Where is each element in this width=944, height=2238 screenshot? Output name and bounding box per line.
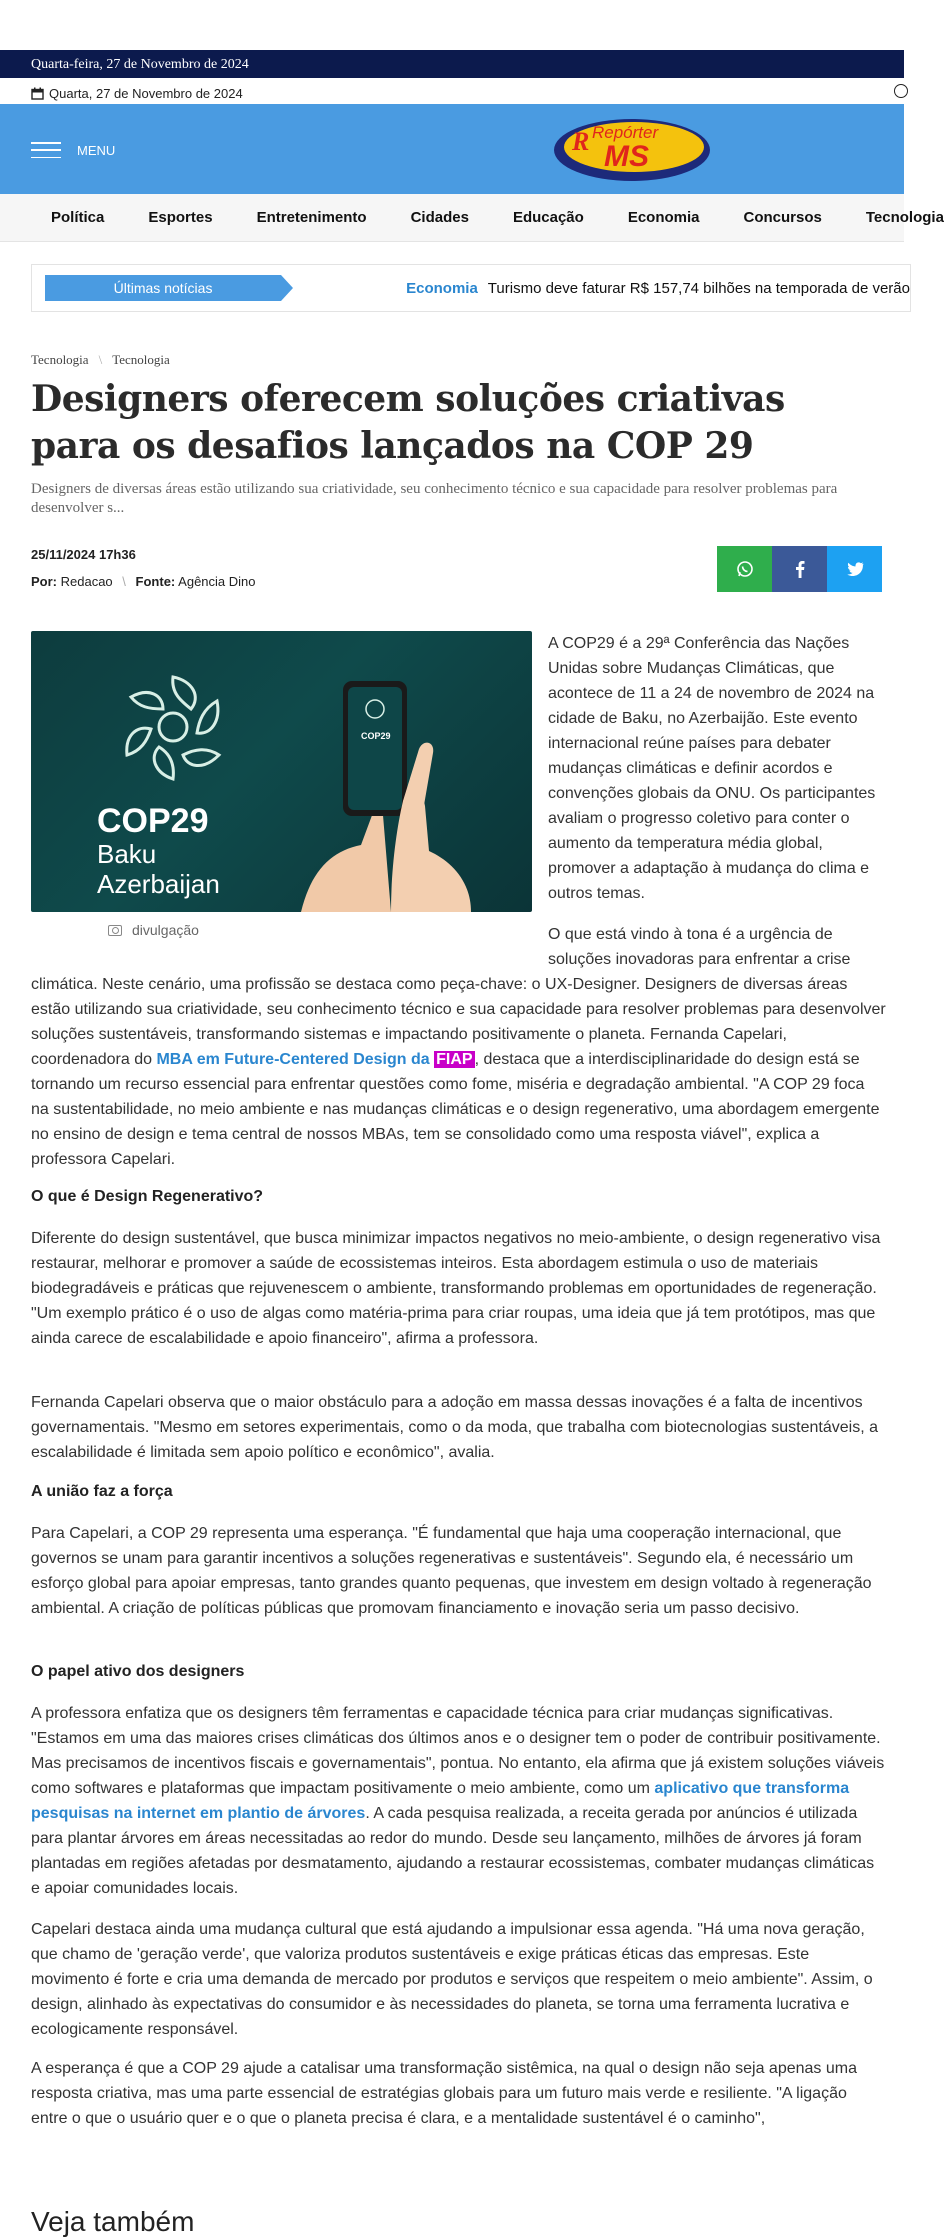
hamburger-icon bbox=[31, 142, 61, 158]
ticker-headline[interactable]: Turismo deve faturar R$ 157,74 bilhões na temporada de verão bbox=[487, 279, 910, 297]
smartphone-illustration bbox=[301, 681, 471, 912]
news-ticker bbox=[31, 264, 911, 312]
svg-text:R: R bbox=[572, 127, 590, 156]
paragraph-text: , destaca que a interdisciplinaridade do design está se tornando um recurso essencial para enfrentar questões como fome, miséria e degradação ambiental. "A COP 29 foca na sustentabilidade, no meio ambiente e nas mudanças climáticas e o design regenerativo, uma abordagem emergente no ensino de design e tema central de nossos MBAs, tem se consolidado como uma resposta viável", explica a professora Capelari. bbox=[31, 1051, 880, 1168]
paragraph-text: A professora enfatiza que os designers têm ferramentas e capacidade técnica para criar mudanças significativas. "Estamos em uma das maiores crises climáticas dos últimos anos e o designer tem o poder de contribuir positivamente. Mas precisamos de incentivos fiscais e governamentais", pontua. No entanto, ela afirma que já existem soluções viáveis como softwares e plataformas que impactam positivamente o meio ambiente, como um bbox=[31, 1705, 885, 1797]
article-paragraph-7: Capelari destaca ainda uma mudança cultural que está ajudando a impulsionar essa agenda. "Há uma nova geração, que chamo de 'geração verde', que valoriza produtos sustentáveis e exige práticas éticas das empresas. Este movimento é forte e cria uma demanda de mercado por produtos e serviços que respeitem o meio ambiente". Assim, o design, alinhado às expectativas do consumidor e às necessidades do planeta, se torna uma ferramenta lucrativa e ecologicamente responsável. bbox=[31, 1921, 873, 2038]
share-twitter-button[interactable] bbox=[827, 546, 882, 592]
article-hero-image bbox=[31, 631, 532, 912]
fiap-highlight[interactable]: FIAP bbox=[436, 1051, 473, 1068]
author-name: Redacao bbox=[60, 574, 113, 589]
nav-item-esportes[interactable]: Esportes bbox=[148, 209, 213, 226]
breadcrumb bbox=[31, 352, 170, 368]
share-whatsapp-button[interactable] bbox=[717, 546, 772, 592]
breadcrumb-item[interactable]: Tecnologia bbox=[31, 352, 89, 367]
hero-text-baku: Baku bbox=[97, 839, 157, 869]
nav-item-tecnologia[interactable]: Tecnologia bbox=[865, 209, 944, 226]
nav-item-concursos[interactable]: Concursos bbox=[743, 209, 822, 226]
twitter-icon bbox=[846, 562, 864, 577]
short-date: Quarta, 27 de Novembro de 2024 bbox=[49, 86, 243, 101]
hero-text-azerbaijan: Azerbaijan bbox=[97, 869, 220, 899]
cop29-emblem bbox=[127, 677, 219, 779]
facebook-icon bbox=[795, 560, 805, 578]
date-bar bbox=[0, 78, 904, 104]
article-paragraph-2 bbox=[31, 972, 886, 1172]
tree-app-link[interactable]: aplicativo que transforma pesquisas na internet em plantio de árvores bbox=[31, 1780, 850, 1822]
byline-separator: \ bbox=[122, 574, 126, 589]
article-paragraph-2-intro: O que está vindo à tona é a urgência de soluções inovadoras para enfrentar a crise bbox=[548, 926, 851, 968]
breadcrumb-separator: \ bbox=[98, 352, 103, 367]
article-paragraph-5: Para Capelari, a COP 29 representa uma esperança. "É fundamental que haja uma cooperação internacional, que governos se unam para garantir incentivos a soluções regenerativas e sustentáveis". Segundo ela, é necessário um esforço global para apoiar empresas, tanto grandes quanto pequenas, que investem em design voltado à regeneração ambiental. A criação de políticas públicas que promovam financiamento e inovação seria um passo decisivo. bbox=[31, 1525, 872, 1617]
article-paragraph-1: A COP29 é a 29ª Conferência das Nações Unidas sobre Mudanças Climáticas, que acontece de 11 a 24 de novembro de 2024 na cidade de Baku, no Azerbaijão. Este evento internacional reúne países para debater mudanças climáticas e definir acordos e convenções globais da ONU. Os participantes avaliam o progresso coletivo para conter o aumento da temperatura média global, promover a adaptação à mudança do clima e outros temas. bbox=[548, 635, 876, 902]
mba-link[interactable]: MBA em Future-Centered Design da bbox=[156, 1051, 430, 1068]
article-paragraph-8: A esperança é que a COP 29 ajude a catalisar uma transformação sistêmica, na qual o design não seja apenas uma resposta criativa, mas uma parte essencial de estratégias globais para um futuro mais verde e resiliente. "A ligação entre o que o usuário quer e o que o planeta precisa é clara, e a mentalidade sustentável é o caminho", bbox=[31, 2060, 857, 2127]
site-header bbox=[0, 104, 904, 194]
ticker-category[interactable]: Economia bbox=[406, 279, 478, 297]
image-caption-text: divulgação bbox=[132, 922, 199, 938]
source-name: Agência Dino bbox=[178, 574, 256, 589]
paragraph-text: climática. Neste cenário, uma profissão se destaca como peça-chave: o UX-Designer. Designers de diversas áreas estão utilizando sua criatividade, seu conhecimento técnico e sua capacidade para resolver problemas para desenvolver soluções sustentáveis, transformando sistemas e impactando positivamente o planeta. Fernanda Capelari, coordenadora do bbox=[31, 976, 886, 1068]
logo-wordmark-bottom: MS bbox=[604, 140, 649, 173]
menu-label: MENU bbox=[77, 142, 116, 158]
share-facebook-button[interactable] bbox=[772, 546, 827, 592]
nav-item-politica[interactable]: Política bbox=[51, 209, 105, 226]
nav-item-entretenimento[interactable]: Entretenimento bbox=[256, 209, 367, 226]
site-logo[interactable] bbox=[552, 112, 712, 184]
long-date: Quarta-feira, 27 de Novembro de 2024 bbox=[31, 57, 249, 72]
breadcrumb-item[interactable]: Tecnologia bbox=[112, 352, 170, 367]
nav-item-cidades[interactable]: Cidades bbox=[410, 209, 469, 226]
camera-icon bbox=[108, 925, 122, 936]
main-nav bbox=[0, 194, 944, 242]
phone-text-cop29: COP29 bbox=[361, 731, 391, 741]
article-byline bbox=[31, 574, 256, 589]
share-buttons bbox=[717, 546, 882, 592]
article-paragraph-4: Fernanda Capelari observa que o maior obstáculo para a adoção em massa dessas inovações é a falta de incentivos governamentais. "Mesmo em setores experimentais, como o da moda, que trabalha com biotecnologias sustentáveis, a escalabilidade é limitada sem apoio político e econômico", avalia. bbox=[31, 1394, 879, 1461]
nav-item-economia[interactable]: Economia bbox=[627, 209, 700, 226]
image-caption bbox=[108, 922, 199, 938]
article-subtitle: Designers de diversas áreas estão utilizando sua criatividade, seu conhecimento técnico e sua capacidade para resolver problemas para desenvolver s... bbox=[31, 481, 838, 516]
top-date-bar bbox=[0, 50, 904, 78]
section-heading-design-regenerativo: O que é Design Regenerativo? bbox=[31, 1188, 264, 1205]
section-heading-uniao: A união faz a força bbox=[31, 1483, 173, 1500]
logo-wordmark-top: Repórter bbox=[592, 123, 659, 142]
article-paragraph-3: Diferente do design sustentável, que busca minimizar impactos negativos no meio-ambiente, o design regenerativo visa restaurar, melhorar e promover a saúde de ecossistemas inteiros. Esta abordagem estimula o uso de materiais biodegradáveis e práticas que rejuvenescem o ambiente, transformando problemas em oportunidades de regeneração. "Um exemplo prático é o uso de algas como matéria-prima para criar roupas, uma ideia que já tem protótipos, mas que ainda carece de escalabilidade e apoio financeiro", afirma a professora. bbox=[31, 1230, 881, 1347]
ticker-label: Últimas notícias bbox=[45, 275, 281, 301]
whatsapp-icon[interactable] bbox=[894, 84, 908, 98]
hero-text-cop29: COP29 bbox=[97, 802, 209, 840]
paragraph-text: . A cada pesquisa realizada, a receita gerada por anúncios é utilizada para plantar árvores em áreas necessitadas ao redor do mundo. Desde seu lançamento, milhões de árvores já foram plantadas em regiões afetadas por desmatamento, ajudando a restaurar ecossistemas, combater mudanças climáticas e apoiar comunidades locais. bbox=[31, 1805, 875, 1897]
nav-item-educacao[interactable]: Educação bbox=[512, 209, 584, 226]
calendar-icon bbox=[31, 87, 44, 100]
section-heading-papel: O papel ativo dos designers bbox=[31, 1663, 245, 1680]
source-label: Fonte: bbox=[135, 574, 176, 589]
article-datetime: 25/11/2024 17h36 bbox=[31, 547, 136, 562]
by-label: Por: bbox=[31, 574, 57, 589]
whatsapp-icon bbox=[736, 560, 754, 578]
article-paragraph-6 bbox=[31, 1701, 886, 1901]
menu-button[interactable] bbox=[31, 142, 115, 158]
related-heading: Veja também bbox=[31, 2206, 195, 2237]
article-title: Designers oferecem soluções criativas para os desafios lançados na COP 29 bbox=[31, 378, 785, 467]
